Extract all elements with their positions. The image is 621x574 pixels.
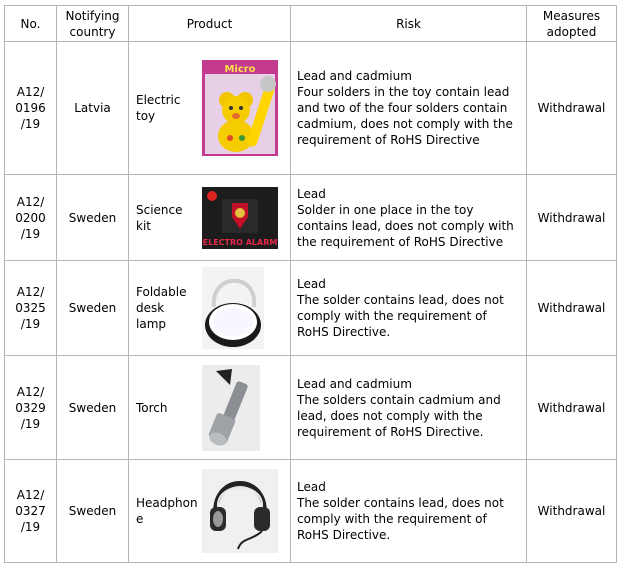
cell-product bbox=[129, 356, 291, 460]
torch-icon bbox=[202, 365, 260, 451]
cell-country: Sweden bbox=[57, 261, 129, 356]
cell-product bbox=[129, 175, 291, 261]
table-row bbox=[5, 261, 617, 356]
table-row bbox=[5, 42, 617, 175]
desk-lamp-icon bbox=[202, 267, 264, 349]
cell-measure: Withdrawal bbox=[527, 356, 617, 460]
cell-measure: Withdrawal bbox=[527, 261, 617, 356]
cell-country: Sweden bbox=[57, 460, 129, 563]
product-name: Foldable desk lamp bbox=[136, 285, 187, 331]
cell-no: A12/ 0325 /19 bbox=[5, 261, 57, 356]
cell-no: A12/ 0200 /19 bbox=[5, 175, 57, 261]
header-measures: Measures adopted bbox=[527, 6, 617, 42]
cell-no: A12/ 0329 /19 bbox=[5, 356, 57, 460]
svg-text:ELECTRO ALARM: ELECTRO ALARM bbox=[202, 237, 278, 247]
cell-risk: Lead The solder contains lead, does not comply with the requirement of RoHS Directive. bbox=[291, 261, 527, 356]
cell-measure: Withdrawal bbox=[527, 42, 617, 175]
cell-product bbox=[129, 42, 291, 175]
cell-country: Sweden bbox=[57, 175, 129, 261]
cell-risk: Lead and cadmium Four solders in the toy contain lead and two of the four solders contain cadmium, does not comply with the requirement of RoHS Directive bbox=[291, 42, 527, 175]
notifications-table bbox=[4, 5, 617, 563]
product-name: Torch bbox=[136, 400, 168, 415]
table-row bbox=[5, 175, 617, 261]
cell-country: Latvia bbox=[57, 42, 129, 175]
cell-product bbox=[129, 261, 291, 356]
cell-risk: Lead and cadmium The solders contain cadmium and lead, does not comply with the requirement of RoHS Directive. bbox=[291, 356, 527, 460]
cell-product bbox=[129, 460, 291, 563]
product-name: Headphon e bbox=[136, 496, 198, 526]
cell-measure: Withdrawal bbox=[527, 460, 617, 563]
electro-alarm-kit-icon bbox=[202, 187, 278, 249]
cell-no: A12/ 0196 /19 bbox=[5, 42, 57, 175]
product-name: Electric toy bbox=[136, 93, 181, 123]
svg-text:Micro: Micro bbox=[224, 64, 256, 75]
cell-country: Sweden bbox=[57, 356, 129, 460]
cell-risk: Lead The solder contains lead, does not comply with the requirement of RoHS Directive. bbox=[291, 460, 527, 563]
cell-measure: Withdrawal bbox=[527, 175, 617, 261]
table-row bbox=[5, 460, 617, 563]
product-name: Science kit bbox=[136, 202, 183, 233]
header-row bbox=[5, 6, 617, 42]
header-country: Notifying country bbox=[57, 6, 129, 42]
microphone-bear-toy-icon bbox=[202, 60, 278, 156]
header-risk: Risk bbox=[291, 6, 527, 42]
table-row bbox=[5, 356, 617, 460]
headphones-icon bbox=[202, 469, 278, 553]
header-product: Product bbox=[129, 6, 291, 42]
cell-no: A12/ 0327 /19 bbox=[5, 460, 57, 563]
header-no: No. bbox=[5, 6, 57, 42]
cell-risk: Lead Solder in one place in the toy contains lead, does not comply with the requirement of RoHS Directive bbox=[291, 175, 527, 261]
